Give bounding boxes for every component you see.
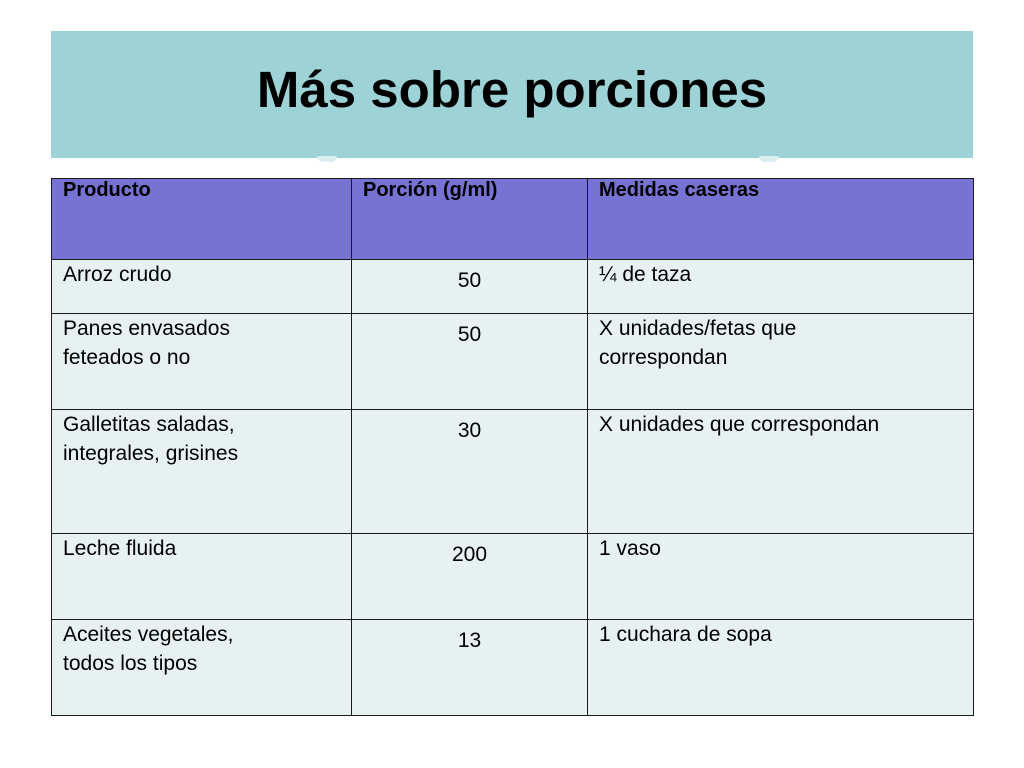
measure-line: 1 cuchara de sopa	[599, 623, 772, 646]
product-cell	[52, 260, 352, 314]
product-line: todos los tipos	[63, 652, 198, 675]
portion-value: 50	[457, 269, 482, 292]
portion-value: 30	[457, 419, 482, 442]
product-line: feteados o no	[63, 346, 191, 369]
product-cell	[52, 620, 352, 716]
measure-cell	[588, 534, 974, 620]
measure-cell	[588, 410, 974, 534]
measure-line: X unidades/fetas que	[599, 317, 797, 340]
table-row	[52, 534, 974, 620]
product-cell	[52, 534, 352, 620]
portions-table	[51, 178, 974, 716]
table-row	[52, 620, 974, 716]
measure-line: X unidades que correspondan	[599, 413, 880, 436]
product-line: integrales, grisines	[63, 442, 239, 465]
header-producto: Producto	[52, 179, 352, 260]
table-header-row	[52, 179, 974, 260]
product-line: Galletitas saladas,	[63, 413, 235, 436]
measure-line: ¼ de taza	[599, 263, 692, 286]
product-cell	[52, 410, 352, 534]
slide-title: Más sobre porciones	[256, 61, 768, 118]
measure-line: 1 vaso	[599, 537, 661, 560]
product-cell	[52, 314, 352, 410]
header-medidas: Medidas caseras	[588, 179, 974, 260]
product-line: Aceites vegetales,	[63, 623, 234, 646]
table-row	[52, 314, 974, 410]
table-row	[52, 410, 974, 534]
portion-value: 200	[451, 543, 488, 566]
measure-cell	[588, 620, 974, 716]
measure-line: correspondan	[599, 346, 728, 369]
measure-cell	[588, 260, 974, 314]
product-line: Leche fluida	[63, 537, 177, 560]
table-row	[52, 260, 974, 314]
header-porcion: Porción (g/ml)	[352, 179, 588, 260]
portion-cell	[352, 260, 588, 314]
portion-cell	[352, 410, 588, 534]
measure-cell	[588, 314, 974, 410]
portion-value: 50	[457, 323, 482, 346]
portion-cell	[352, 534, 588, 620]
product-line: Arroz crudo	[63, 263, 172, 286]
portion-value: 13	[457, 629, 482, 652]
portion-cell	[352, 314, 588, 410]
portion-cell	[352, 620, 588, 716]
product-line: Panes envasados	[63, 317, 230, 340]
